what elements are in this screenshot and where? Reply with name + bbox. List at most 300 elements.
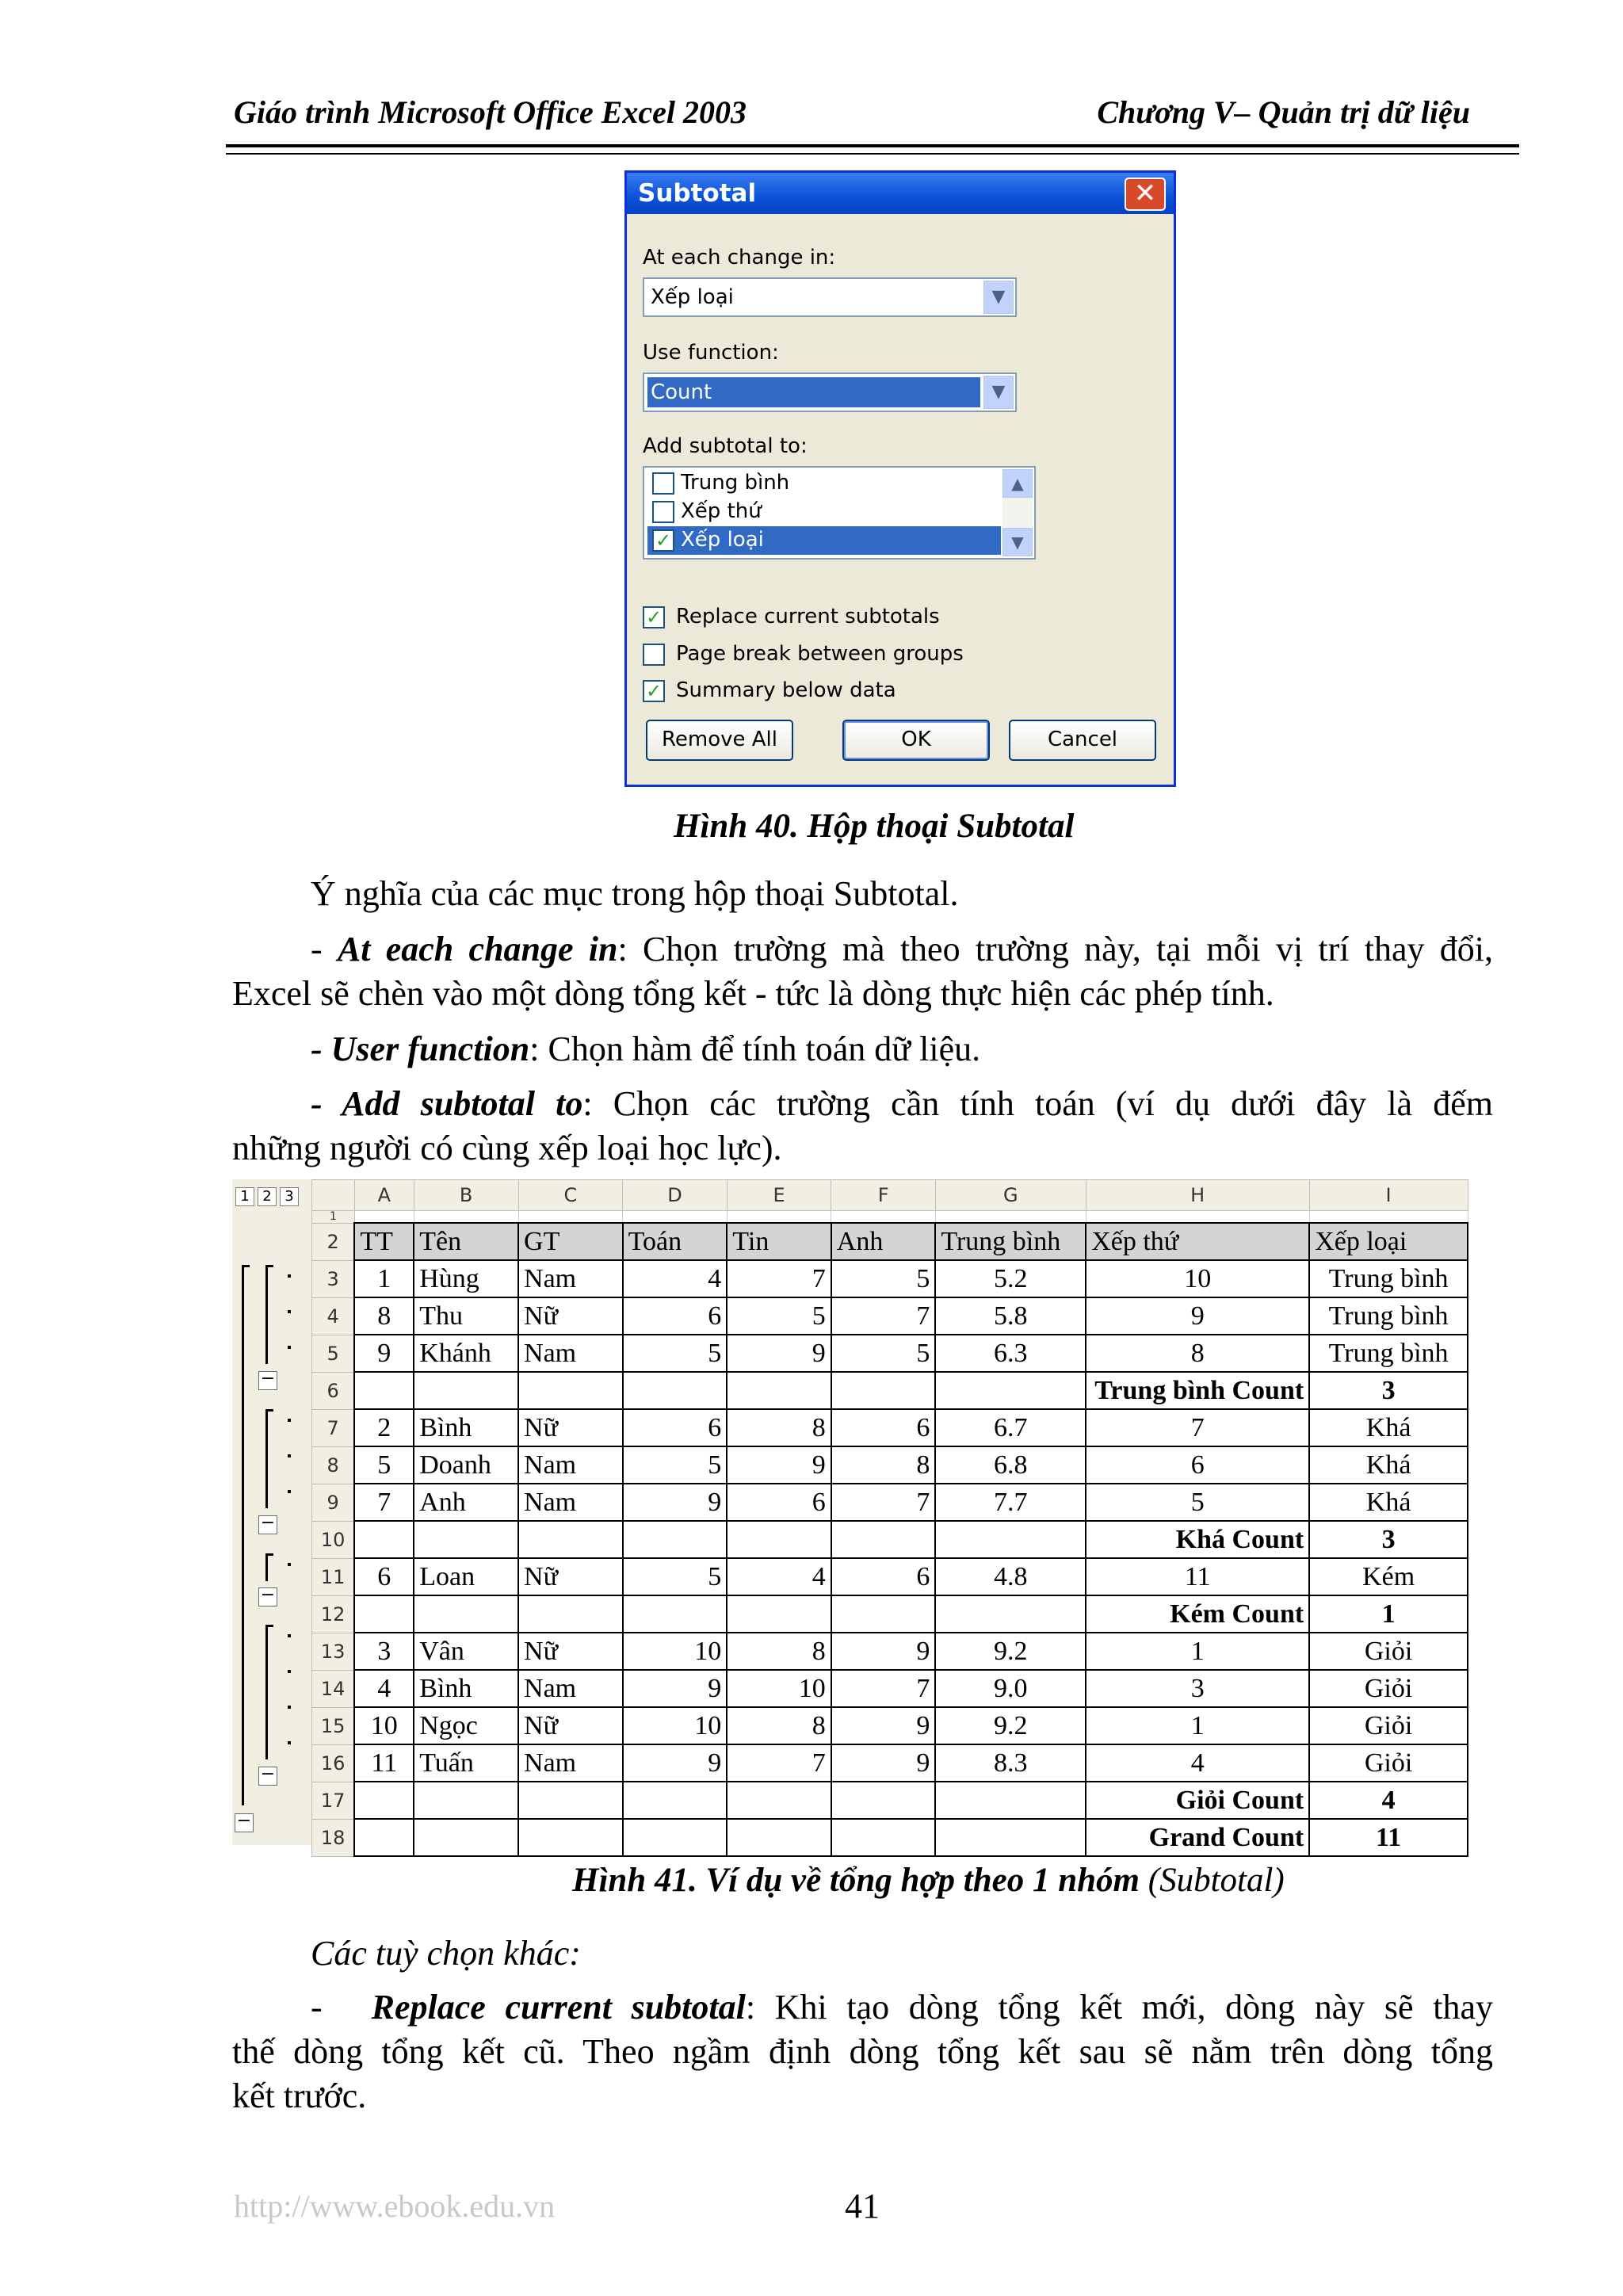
cell[interactable]: 4 bbox=[623, 1260, 727, 1297]
cell[interactable]: 5 bbox=[831, 1260, 936, 1297]
cell[interactable]: 6.3 bbox=[935, 1335, 1086, 1372]
cell[interactable]: 9.0 bbox=[935, 1670, 1086, 1707]
cell[interactable]: 9 bbox=[727, 1335, 831, 1372]
cell[interactable]: 3 bbox=[1309, 1521, 1468, 1558]
outline-level-2-button[interactable]: 2 bbox=[258, 1187, 277, 1206]
outline-bracket-tick bbox=[265, 1265, 273, 1267]
remove-all-button[interactable]: Remove All bbox=[646, 720, 793, 761]
scroll-up-icon[interactable]: ▲ bbox=[1002, 469, 1033, 498]
cell[interactable]: 8 bbox=[727, 1409, 831, 1446]
outline-bracket-tick bbox=[265, 1553, 273, 1556]
cell[interactable]: Loan bbox=[414, 1558, 518, 1595]
cell[interactable] bbox=[518, 1595, 623, 1633]
cell[interactable]: 2 bbox=[354, 1409, 414, 1446]
cell[interactable]: Khá Count bbox=[1086, 1521, 1309, 1558]
header-cell[interactable]: Toán bbox=[623, 1223, 727, 1260]
outline-dot bbox=[288, 1741, 291, 1744]
cell[interactable]: 8.3 bbox=[935, 1744, 1086, 1782]
subtotal-row bbox=[312, 1595, 1468, 1633]
cell[interactable]: Kém Count bbox=[1086, 1595, 1309, 1633]
cell[interactable]: Trung bình bbox=[1309, 1297, 1468, 1335]
outline-dot bbox=[288, 1274, 291, 1278]
cell[interactable]: Ngọc bbox=[414, 1707, 518, 1744]
item1-line2: Excel sẽ chèn vào một dòng tổng kết - tức là dòng thực hiện các phép tính. bbox=[232, 974, 1274, 1013]
column-header-row bbox=[312, 1180, 1468, 1211]
item-text: : Chọn hàm để tính toán dữ liệu. bbox=[529, 1030, 981, 1068]
cell[interactable]: 9 bbox=[623, 1744, 727, 1782]
cell[interactable]: 5 bbox=[623, 1446, 727, 1484]
worksheet-body bbox=[312, 1260, 1468, 1856]
header-rule bbox=[226, 144, 1519, 147]
cell[interactable] bbox=[831, 1211, 936, 1224]
cell[interactable]: 5.8 bbox=[935, 1297, 1086, 1335]
cell[interactable]: Trung bình Count bbox=[1086, 1372, 1309, 1409]
term: - User function bbox=[311, 1030, 530, 1068]
cell[interactable]: Trung bình bbox=[1309, 1260, 1468, 1297]
cell[interactable]: 5 bbox=[623, 1558, 727, 1595]
cell[interactable] bbox=[727, 1782, 831, 1819]
collapse-icon[interactable]: − bbox=[235, 1813, 254, 1832]
column-header[interactable]: C bbox=[518, 1180, 623, 1211]
cell[interactable]: Khá bbox=[1309, 1409, 1468, 1446]
dialog-title: Subtotal bbox=[638, 179, 757, 208]
cell[interactable]: Giỏi bbox=[1309, 1670, 1468, 1707]
cell[interactable] bbox=[935, 1372, 1086, 1409]
cell[interactable]: 5 bbox=[831, 1335, 936, 1372]
cell[interactable]: 3 bbox=[354, 1633, 414, 1670]
cell[interactable]: 5 bbox=[354, 1446, 414, 1484]
checkbox[interactable] bbox=[652, 501, 674, 523]
cell[interactable] bbox=[727, 1819, 831, 1856]
cell[interactable]: 6 bbox=[623, 1297, 727, 1335]
list-item-label: Xếp loại bbox=[681, 528, 764, 552]
cell[interactable]: 6 bbox=[831, 1558, 936, 1595]
table-row bbox=[312, 1446, 1468, 1484]
cell[interactable]: 7 bbox=[354, 1484, 414, 1521]
cell[interactable] bbox=[623, 1211, 727, 1224]
header-cell[interactable]: Trung bình bbox=[935, 1223, 1086, 1260]
cell[interactable]: Grand Count bbox=[1086, 1819, 1309, 1856]
cell[interactable]: Kém bbox=[1309, 1558, 1468, 1595]
cell[interactable]: Vân bbox=[414, 1633, 518, 1670]
row-header[interactable]: 8 bbox=[312, 1446, 355, 1484]
cell[interactable]: 10 bbox=[727, 1670, 831, 1707]
cell[interactable] bbox=[414, 1782, 518, 1819]
cell[interactable]: Nam bbox=[518, 1744, 623, 1782]
worksheet-grid bbox=[311, 1179, 1468, 1857]
checkbox-checked[interactable]: ✓ bbox=[643, 606, 665, 628]
page-number: 41 bbox=[845, 2187, 880, 2225]
cell[interactable]: Nam bbox=[518, 1335, 623, 1372]
intro-paragraph: Ý nghĩa của các mục trong hộp thoại Subtotal. bbox=[311, 874, 959, 913]
cell[interactable] bbox=[1309, 1211, 1468, 1224]
outline-dot bbox=[288, 1454, 291, 1457]
subtotal-dialog bbox=[624, 170, 1176, 787]
cell[interactable]: 8 bbox=[1086, 1335, 1309, 1372]
table-row bbox=[312, 1707, 1468, 1744]
outline-dot bbox=[288, 1634, 291, 1637]
cell[interactable]: 10 bbox=[623, 1707, 727, 1744]
outline-level-1-button[interactable]: 1 bbox=[235, 1187, 254, 1206]
cell[interactable]: 9 bbox=[831, 1633, 936, 1670]
row-header[interactable]: 2 bbox=[312, 1223, 355, 1260]
term: - Add subtotal to bbox=[311, 1084, 583, 1123]
row-header[interactable]: 3 bbox=[312, 1260, 355, 1297]
cell[interactable]: 8 bbox=[354, 1297, 414, 1335]
cell[interactable]: Anh bbox=[414, 1484, 518, 1521]
column-header[interactable]: E bbox=[727, 1180, 831, 1211]
cell[interactable]: Giỏi Count bbox=[1086, 1782, 1309, 1819]
cell[interactable]: Giỏi bbox=[1309, 1744, 1468, 1782]
cell[interactable] bbox=[935, 1211, 1086, 1224]
cell[interactable]: Nam bbox=[518, 1484, 623, 1521]
cell[interactable]: 4 bbox=[727, 1558, 831, 1595]
outline-bracket-tick bbox=[242, 1265, 250, 1267]
list-item-label: Trung bình bbox=[681, 471, 790, 495]
row-header[interactable]: 7 bbox=[312, 1409, 355, 1446]
cancel-button[interactable]: Cancel bbox=[1009, 720, 1156, 761]
cell[interactable]: 9 bbox=[623, 1484, 727, 1521]
collapse-icon[interactable]: − bbox=[258, 1587, 277, 1606]
cell[interactable]: 9 bbox=[623, 1670, 727, 1707]
checkbox-checked[interactable]: ✓ bbox=[652, 529, 674, 552]
cell[interactable] bbox=[414, 1211, 518, 1224]
select-all-corner[interactable] bbox=[312, 1180, 355, 1211]
cell[interactable] bbox=[414, 1372, 518, 1409]
figure-40-caption: Hình 40. Hộp thoại Subtotal bbox=[674, 808, 1075, 845]
cell[interactable]: 6 bbox=[354, 1558, 414, 1595]
use-function-select[interactable] bbox=[643, 372, 1017, 412]
header-cell[interactable]: Xếp thứ bbox=[1086, 1223, 1309, 1260]
column-header[interactable]: H bbox=[1086, 1180, 1309, 1211]
row-header[interactable]: 1 bbox=[312, 1211, 355, 1224]
cell[interactable] bbox=[623, 1521, 727, 1558]
cell[interactable]: 6.8 bbox=[935, 1446, 1086, 1484]
caption-bold: Hình 41. Ví dụ về tổng hợp theo 1 nhóm bbox=[572, 1862, 1140, 1899]
table-row bbox=[312, 1260, 1468, 1297]
cell[interactable]: 10 bbox=[623, 1633, 727, 1670]
caption-rest: (Subtotal) bbox=[1140, 1862, 1285, 1899]
cell[interactable] bbox=[727, 1211, 831, 1224]
row-header[interactable]: 4 bbox=[312, 1297, 355, 1335]
row-header[interactable]: 12 bbox=[312, 1595, 355, 1633]
cell[interactable] bbox=[831, 1595, 936, 1633]
row-header[interactable]: 17 bbox=[312, 1782, 355, 1819]
cell[interactable]: Nam bbox=[518, 1446, 623, 1484]
use-function-value: Count bbox=[651, 380, 712, 404]
cell[interactable] bbox=[518, 1782, 623, 1819]
outline-dot bbox=[288, 1490, 291, 1493]
other-options-line3: kết trước. bbox=[232, 2076, 367, 2115]
cell[interactable] bbox=[1086, 1211, 1309, 1224]
row-header[interactable]: 10 bbox=[312, 1521, 355, 1558]
cell[interactable]: 1 bbox=[354, 1260, 414, 1297]
cell[interactable]: 9 bbox=[1086, 1297, 1309, 1335]
cell[interactable]: 5 bbox=[727, 1297, 831, 1335]
cell[interactable]: 7 bbox=[831, 1670, 936, 1707]
column-header[interactable]: B bbox=[414, 1180, 518, 1211]
ok-button[interactable]: OK bbox=[842, 720, 990, 761]
list-item-label: Xếp thứ bbox=[681, 499, 762, 523]
item2-paragraph bbox=[311, 1027, 980, 1072]
cell[interactable]: Khá bbox=[1309, 1484, 1468, 1521]
other-options-line2: thế dòng tổng kết cũ. Theo ngầm định dòng tổng kết sau sẽ nằm trên dòng tổng bbox=[232, 2032, 1493, 2071]
cell[interactable]: 11 bbox=[1086, 1558, 1309, 1595]
scroll-down-icon[interactable]: ▼ bbox=[1002, 528, 1033, 556]
cell[interactable]: Nam bbox=[518, 1670, 623, 1707]
cell[interactable]: 4.8 bbox=[935, 1558, 1086, 1595]
list-item-selected[interactable] bbox=[647, 526, 1001, 555]
table-row bbox=[312, 1558, 1468, 1595]
cell[interactable] bbox=[831, 1819, 936, 1856]
cell[interactable] bbox=[831, 1782, 936, 1819]
close-icon[interactable]: ✕ bbox=[1125, 178, 1166, 211]
dialog-titlebar[interactable] bbox=[627, 173, 1174, 214]
at-each-change-value: Xếp loại bbox=[651, 285, 734, 309]
checkbox[interactable] bbox=[652, 472, 674, 495]
subtotal-row bbox=[312, 1782, 1468, 1819]
table-header-row bbox=[312, 1223, 1468, 1260]
cell[interactable] bbox=[623, 1595, 727, 1633]
option-label: Page break between groups bbox=[676, 642, 964, 666]
cell[interactable]: Bình bbox=[414, 1409, 518, 1446]
row-header[interactable]: 14 bbox=[312, 1670, 355, 1707]
cell[interactable]: Khá bbox=[1309, 1446, 1468, 1484]
cell[interactable]: 3 bbox=[1086, 1670, 1309, 1707]
cell[interactable]: 9 bbox=[831, 1707, 936, 1744]
at-each-change-select[interactable] bbox=[643, 277, 1017, 317]
cell[interactable]: 10 bbox=[1086, 1260, 1309, 1297]
cell[interactable] bbox=[354, 1372, 414, 1409]
row-header[interactable]: 13 bbox=[312, 1633, 355, 1670]
outline-bracket-tick bbox=[265, 1409, 273, 1412]
cell[interactable]: 8 bbox=[727, 1633, 831, 1670]
cell[interactable] bbox=[727, 1521, 831, 1558]
cell[interactable]: 5 bbox=[1086, 1484, 1309, 1521]
chevron-down-icon[interactable]: ▼ bbox=[983, 376, 1014, 409]
add-subtotal-label: Add subtotal to: bbox=[643, 434, 808, 458]
column-header[interactable]: G bbox=[935, 1180, 1086, 1211]
other-options-line1 bbox=[311, 1985, 1493, 2030]
cell[interactable]: 7 bbox=[831, 1297, 936, 1335]
cell[interactable]: 11 bbox=[354, 1744, 414, 1782]
cell[interactable]: 4 bbox=[354, 1670, 414, 1707]
cell[interactable]: 11 bbox=[1309, 1819, 1468, 1856]
cell[interactable] bbox=[623, 1782, 727, 1819]
cell[interactable]: 7 bbox=[1086, 1409, 1309, 1446]
row-header[interactable]: 9 bbox=[312, 1484, 355, 1521]
cell[interactable]: 9 bbox=[831, 1744, 936, 1782]
item3-line1 bbox=[311, 1082, 1493, 1126]
outline-level-3-button[interactable]: 3 bbox=[280, 1187, 299, 1206]
cell[interactable]: 4 bbox=[1086, 1744, 1309, 1782]
header-book-title: Giáo trình Microsoft Office Excel 2003 bbox=[234, 94, 747, 130]
cell[interactable]: 7 bbox=[727, 1260, 831, 1297]
cell[interactable]: 9 bbox=[727, 1446, 831, 1484]
cell[interactable] bbox=[354, 1521, 414, 1558]
cell[interactable]: 4 bbox=[1309, 1782, 1468, 1819]
list-item[interactable] bbox=[647, 469, 1001, 498]
header-rule-thin bbox=[226, 153, 1519, 155]
cell[interactable] bbox=[518, 1211, 623, 1224]
row-header[interactable]: 11 bbox=[312, 1558, 355, 1595]
cell[interactable]: 7 bbox=[727, 1744, 831, 1782]
cell[interactable]: 10 bbox=[354, 1707, 414, 1744]
cell[interactable] bbox=[935, 1521, 1086, 1558]
cell[interactable]: 7.7 bbox=[935, 1484, 1086, 1521]
collapse-icon[interactable]: − bbox=[258, 1515, 277, 1534]
header-cell[interactable]: TT bbox=[354, 1223, 414, 1260]
cell[interactable]: Nữ bbox=[518, 1297, 623, 1335]
column-header[interactable]: F bbox=[831, 1180, 936, 1211]
outline-bracket bbox=[265, 1265, 268, 1364]
row-header[interactable]: 6 bbox=[312, 1372, 355, 1409]
outline-dot bbox=[288, 1563, 291, 1566]
subtotal-row bbox=[312, 1372, 1468, 1409]
list-item[interactable] bbox=[647, 498, 1001, 526]
collapse-icon[interactable]: − bbox=[258, 1371, 277, 1390]
cell[interactable]: Trung bình bbox=[1309, 1335, 1468, 1372]
cell[interactable]: Nữ bbox=[518, 1707, 623, 1744]
outline-bar bbox=[232, 1179, 311, 1845]
scrollbar[interactable] bbox=[1002, 469, 1033, 556]
cell[interactable]: 6 bbox=[1086, 1446, 1309, 1484]
outline-bracket bbox=[242, 1265, 244, 1805]
item3-line2: những người có cùng xếp loại học lực). bbox=[232, 1129, 782, 1167]
column-header[interactable]: D bbox=[623, 1180, 727, 1211]
footer-url[interactable]: http://www.ebook.edu.vn bbox=[234, 2188, 556, 2224]
cell[interactable]: Thu bbox=[414, 1297, 518, 1335]
cell[interactable]: Giỏi bbox=[1309, 1707, 1468, 1744]
cell[interactable] bbox=[518, 1521, 623, 1558]
cell[interactable]: Tuấn bbox=[414, 1744, 518, 1782]
collapse-icon[interactable]: − bbox=[258, 1767, 277, 1786]
cell[interactable] bbox=[831, 1521, 936, 1558]
add-subtotal-list[interactable] bbox=[643, 466, 1036, 560]
cell[interactable]: 5.2 bbox=[935, 1260, 1086, 1297]
replace-current-subtotals-option[interactable] bbox=[643, 605, 1118, 633]
outline-bracket bbox=[265, 1625, 268, 1759]
cell[interactable]: 5 bbox=[623, 1335, 727, 1372]
term: At each change in bbox=[337, 930, 618, 968]
cell[interactable] bbox=[727, 1372, 831, 1409]
cell[interactable] bbox=[935, 1782, 1086, 1819]
cell[interactable] bbox=[414, 1819, 518, 1856]
table-row bbox=[312, 1744, 1468, 1782]
outline-dot bbox=[288, 1310, 291, 1313]
term: Replace current subtotal bbox=[371, 1988, 746, 2027]
cell[interactable]: 3 bbox=[1309, 1372, 1468, 1409]
row-header[interactable]: 16 bbox=[312, 1744, 355, 1782]
item1-line1 bbox=[311, 927, 1493, 972]
checkbox[interactable] bbox=[643, 644, 665, 666]
cell[interactable]: Doanh bbox=[414, 1446, 518, 1484]
cell[interactable]: 6 bbox=[727, 1484, 831, 1521]
cell[interactable]: 1 bbox=[1086, 1633, 1309, 1670]
cell[interactable]: 9 bbox=[354, 1335, 414, 1372]
header-cell[interactable]: GT bbox=[518, 1223, 623, 1260]
item-text: : Chọn các trường cần tính toán (ví dụ dưới đây là đếm bbox=[582, 1084, 1494, 1123]
table-row bbox=[312, 1484, 1468, 1521]
cell[interactable]: 6.7 bbox=[935, 1409, 1086, 1446]
option-label: Replace current subtotals bbox=[676, 605, 940, 628]
table-row bbox=[312, 1335, 1468, 1372]
cell[interactable]: Nữ bbox=[518, 1633, 623, 1670]
cell[interactable]: 9.2 bbox=[935, 1707, 1086, 1744]
cell[interactable]: 6 bbox=[831, 1409, 936, 1446]
outline-dot bbox=[288, 1346, 291, 1349]
summary-below-data-option[interactable] bbox=[643, 678, 1118, 707]
cell[interactable] bbox=[623, 1819, 727, 1856]
table-row bbox=[312, 1670, 1468, 1707]
cell[interactable]: 1 bbox=[1309, 1595, 1468, 1633]
subtotal-row bbox=[312, 1819, 1468, 1856]
chevron-down-icon[interactable]: ▼ bbox=[983, 281, 1014, 314]
cell[interactable]: 1 bbox=[1086, 1707, 1309, 1744]
header-cell[interactable]: Anh bbox=[831, 1223, 936, 1260]
header-cell[interactable]: Tin bbox=[727, 1223, 831, 1260]
cell[interactable] bbox=[831, 1372, 936, 1409]
cell[interactable] bbox=[354, 1782, 414, 1819]
cell[interactable]: Khánh bbox=[414, 1335, 518, 1372]
subtotal-row bbox=[312, 1521, 1468, 1558]
cell[interactable]: Giỏi bbox=[1309, 1633, 1468, 1670]
header-cell[interactable]: Xếp loại bbox=[1309, 1223, 1468, 1260]
column-header[interactable]: I bbox=[1309, 1180, 1468, 1211]
cell[interactable] bbox=[518, 1372, 623, 1409]
cell[interactable] bbox=[354, 1595, 414, 1633]
row-header[interactable]: 18 bbox=[312, 1819, 355, 1856]
cell[interactable] bbox=[623, 1372, 727, 1409]
page-break-option[interactable] bbox=[643, 642, 1118, 670]
cell[interactable]: Nữ bbox=[518, 1558, 623, 1595]
cell[interactable] bbox=[935, 1595, 1086, 1633]
worksheet-table bbox=[311, 1179, 1468, 1857]
item-text: : Khi tạo dòng tổng kết mới, dòng này sẽ thay bbox=[745, 1988, 1493, 2027]
figure-41-caption bbox=[572, 1861, 1285, 1900]
cell[interactable] bbox=[354, 1211, 414, 1224]
cell[interactable] bbox=[354, 1819, 414, 1856]
cell[interactable]: Hùng bbox=[414, 1260, 518, 1297]
column-header[interactable]: A bbox=[354, 1180, 414, 1211]
outline-dot bbox=[288, 1419, 291, 1422]
dash: - bbox=[311, 1988, 323, 2027]
cell[interactable] bbox=[414, 1595, 518, 1633]
table-row bbox=[312, 1211, 1468, 1224]
header-cell[interactable]: Tên bbox=[414, 1223, 518, 1260]
cell[interactable]: Nữ bbox=[518, 1409, 623, 1446]
row-header[interactable]: 15 bbox=[312, 1707, 355, 1744]
cell[interactable]: 8 bbox=[831, 1446, 936, 1484]
cell[interactable]: 6 bbox=[623, 1409, 727, 1446]
cell[interactable] bbox=[518, 1819, 623, 1856]
table-row bbox=[312, 1409, 1468, 1446]
outline-bracket bbox=[265, 1553, 268, 1581]
cell[interactable]: 9.2 bbox=[935, 1633, 1086, 1670]
outline-bracket-tick bbox=[265, 1625, 273, 1627]
cell[interactable]: Nam bbox=[518, 1260, 623, 1297]
checkbox-checked[interactable]: ✓ bbox=[643, 680, 665, 702]
cell[interactable] bbox=[727, 1595, 831, 1633]
use-function-label: Use function: bbox=[643, 341, 779, 365]
dash: - bbox=[311, 930, 338, 968]
row-header[interactable]: 5 bbox=[312, 1335, 355, 1372]
cell[interactable] bbox=[935, 1819, 1086, 1856]
cell[interactable] bbox=[414, 1521, 518, 1558]
cell[interactable]: 8 bbox=[727, 1707, 831, 1744]
cell[interactable]: Bình bbox=[414, 1670, 518, 1707]
cell[interactable]: 7 bbox=[831, 1484, 936, 1521]
